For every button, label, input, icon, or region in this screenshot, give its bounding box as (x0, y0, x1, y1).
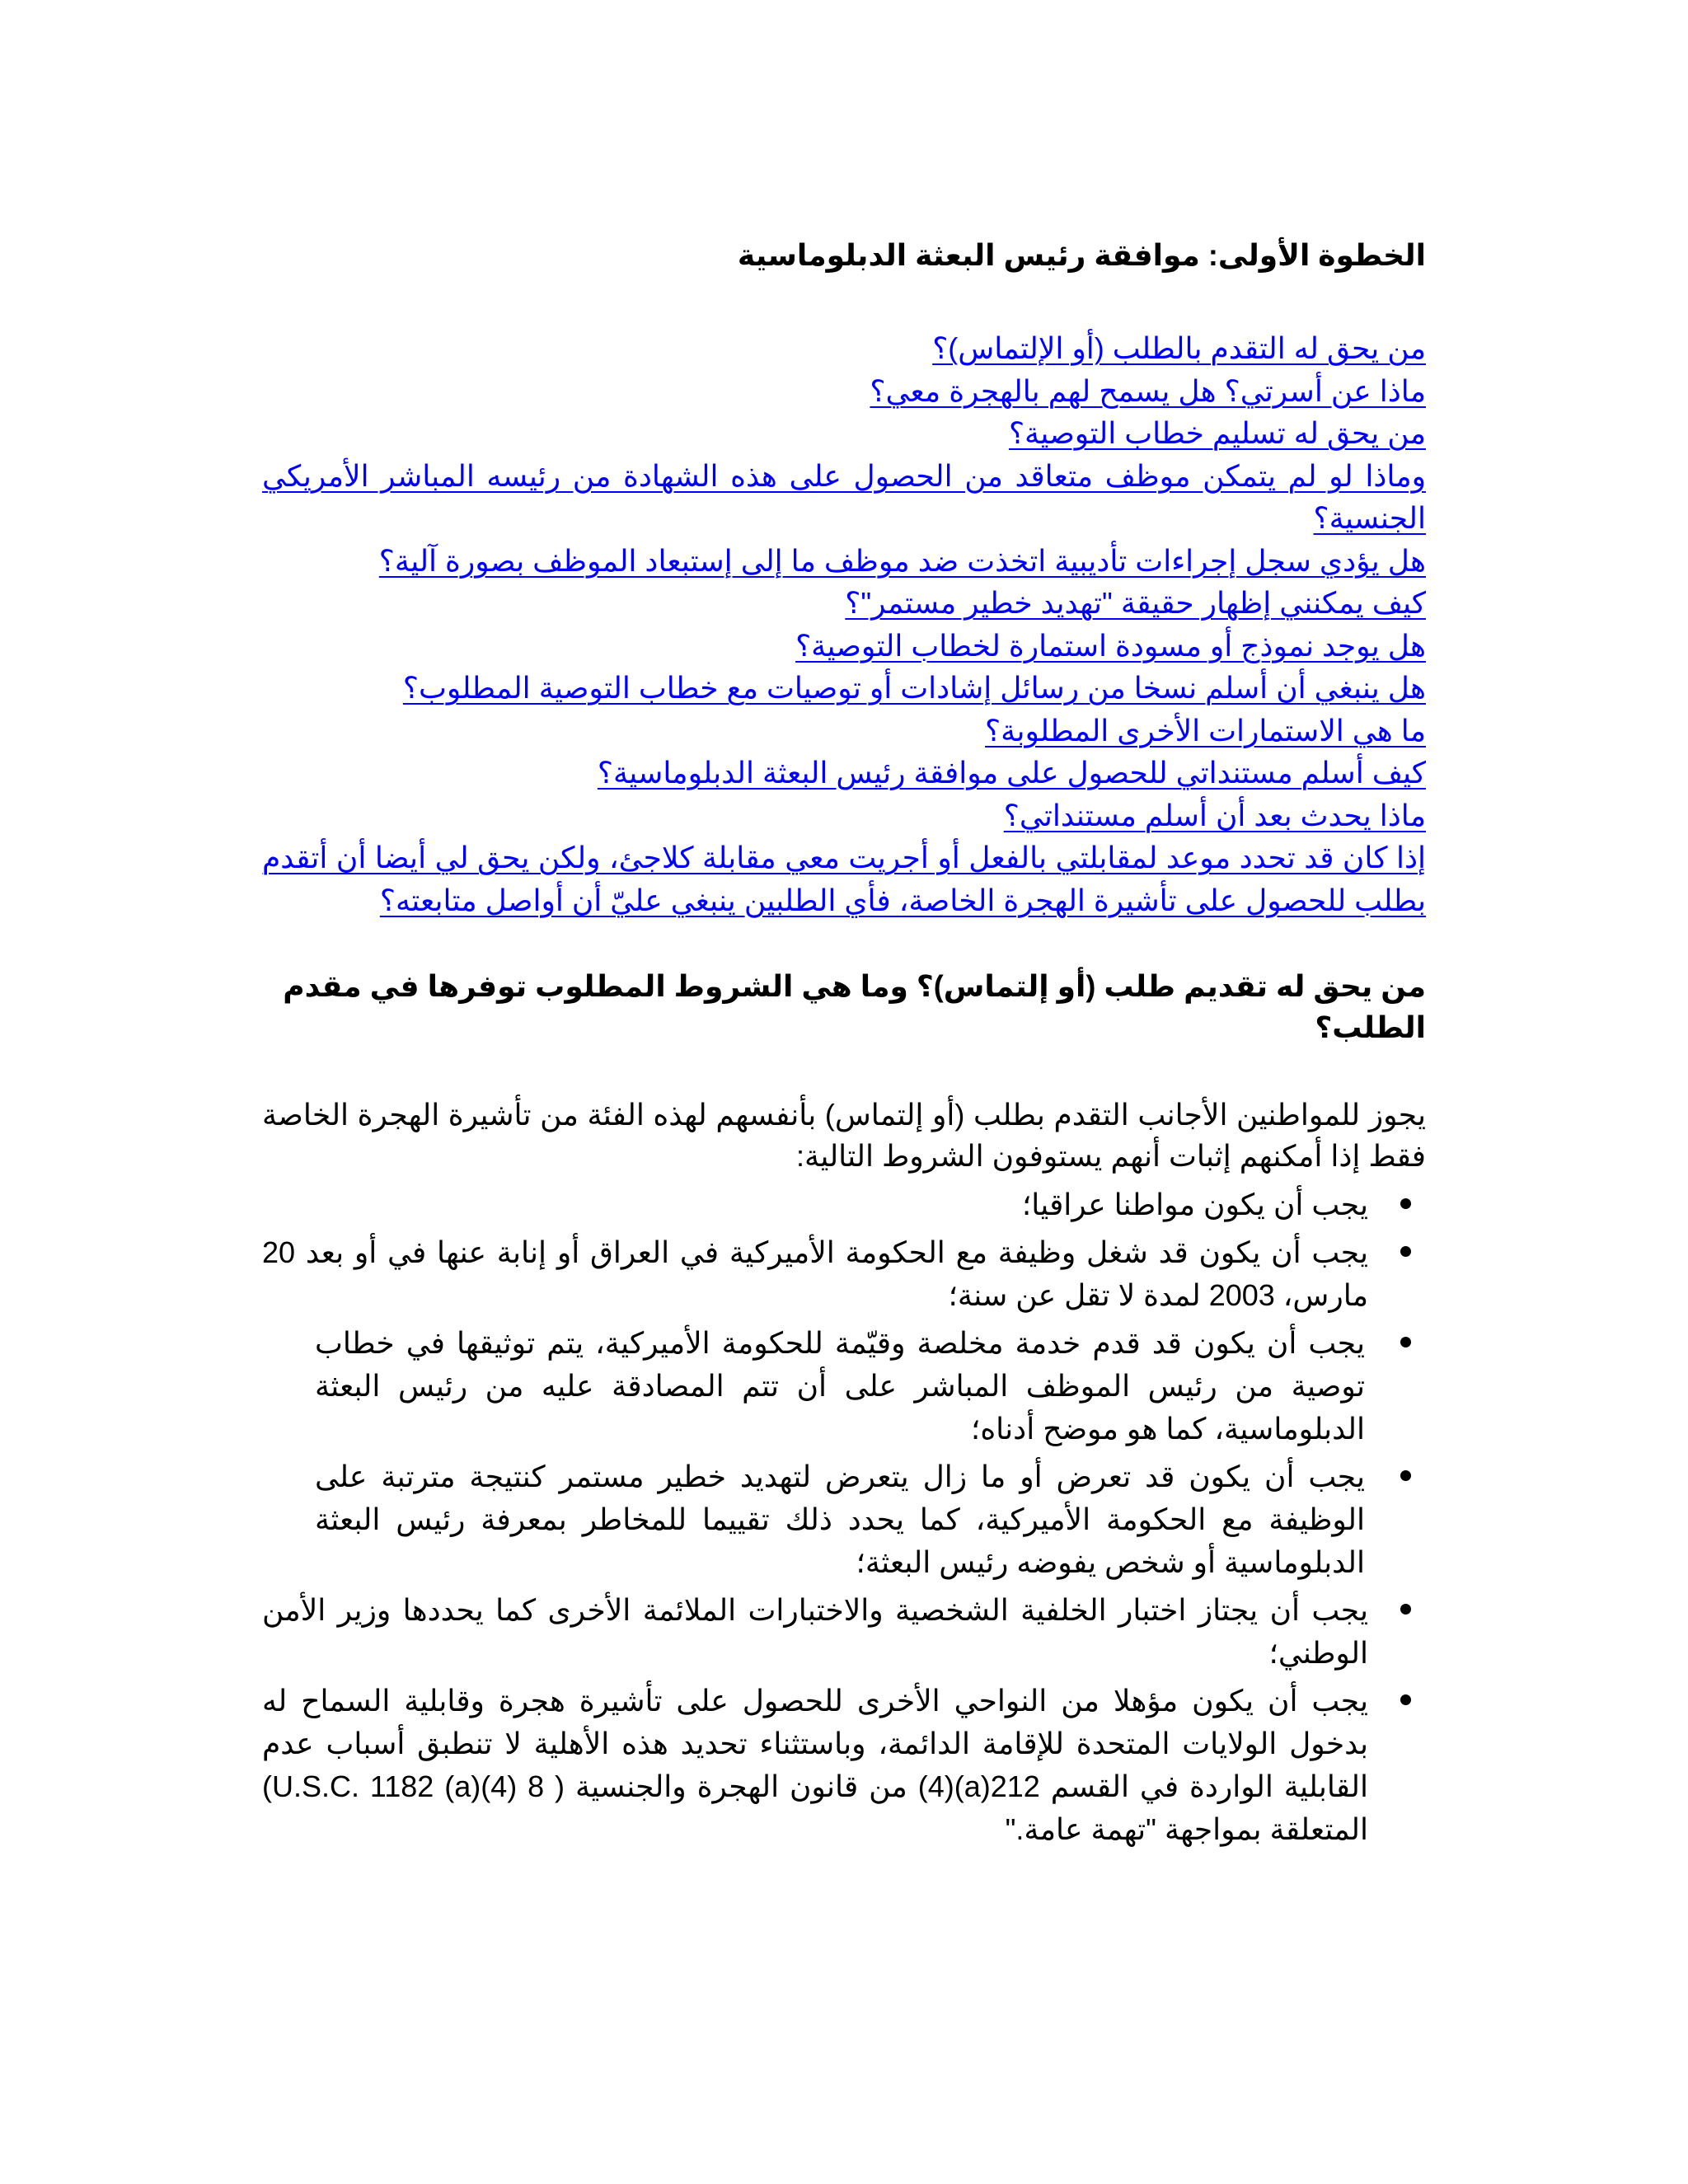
requirements-list (262, 1183, 1426, 1851)
faq-link-item (262, 625, 1426, 668)
step-title: الخطوة الأولى: موافقة رئيس البعثة الدبلوماسية (737, 238, 1426, 272)
bullet-icon (1400, 1694, 1411, 1705)
faq-link[interactable]: هل يوجد نموذج أو مسودة استمارة لخطاب التوصية؟ (795, 628, 1426, 663)
requirement-item (262, 1455, 1426, 1584)
requirement-item (262, 1183, 1426, 1226)
faq-link-item (262, 540, 1426, 583)
faq-link-list (262, 327, 1426, 921)
section-title: من يحق له تقديم طلب (أو إلتماس)؟ وما هي الشروط المطلوب توفرها في مقدم الطلب؟ (283, 969, 1426, 1044)
faq-link-item (262, 667, 1426, 710)
bullet-icon (1400, 1470, 1411, 1481)
faq-link-item (262, 370, 1426, 413)
faq-link[interactable]: من يحق له تسليم خطاب التوصية؟ (1008, 416, 1426, 450)
bullet-icon (1400, 1198, 1411, 1209)
faq-link-item (262, 582, 1426, 625)
requirement-text: يجب أن يكون قد تعرض أو ما زال يتعرض لتهديد خطير مستمر كنتيجة مترتبة على الوظيفة مع الحكومة الأميركية، كما يحدد ذلك تقييما للمخاطر بمعرفة رئيس البعثة الدبلوماسية أو شخص يفوضه رئيس البعثة؛ (315, 1460, 1365, 1579)
requirement-text: يجب أن يكون قد قدم خدمة مخلصة وقيّمة للحكومة الأميركية، يتم توثيقها في خطاب توصية من رئيس الموظف المباشر على أن تتم المصادقة عليه من رئيس البعثة الدبلوماسية، كما هو موضح أدناه؛ (315, 1326, 1365, 1446)
faq-link[interactable]: هل يؤدي سجل إجراءات تأديبية اتخذت ضد موظف ما إلى إستبعاد الموظف بصورة آلية؟ (378, 543, 1426, 578)
requirement-item (262, 1680, 1426, 1851)
faq-link[interactable]: ما هي الاستمارات الأخرى المطلوبة؟ (985, 713, 1426, 748)
faq-link[interactable]: من يحق له التقدم بالطلب (أو الإلتماس)؟ (932, 331, 1426, 365)
faq-link-item (262, 752, 1426, 794)
requirement-item (262, 1231, 1426, 1317)
faq-link[interactable]: هل ينبغي أن أسلم نسخا من رسائل إشادات أو توصيات مع خطاب التوصية المطلوب؟ (402, 671, 1426, 705)
bullet-icon (1400, 1604, 1411, 1615)
faq-link-item (262, 710, 1426, 752)
intro-paragraph: يجوز للمواطنين الأجانب التقدم بطلب (أو إلتماس) بأنفسهم لهذه الفئة من تأشيرة الهجرة الخاصة فقط إذا أمكنهم إثبات أنهم يستوفون الشروط التالية: (262, 1098, 1426, 1173)
requirement-item (262, 1322, 1426, 1451)
faq-link-item (262, 794, 1426, 837)
faq-link[interactable]: كيف يمكنني إظهار حقيقة "تهديد خطير مستمر"؟ (845, 586, 1426, 620)
bullet-icon (1400, 1337, 1411, 1347)
faq-link[interactable]: ماذا عن أسرتي؟ هل يسمح لهم بالهجرة معي؟ (870, 373, 1426, 408)
faq-link[interactable]: ماذا يحدث بعد أن أسلم مستنداتي؟ (1003, 798, 1426, 832)
requirement-text: يجب أن يكون مواطنا عراقيا؛ (1021, 1188, 1368, 1221)
faq-link-item (262, 837, 1426, 921)
faq-link-item (262, 455, 1426, 540)
faq-link[interactable]: كيف أسلم مستنداتي للحصول على موافقة رئيس البعثة الدبلوماسية؟ (597, 756, 1426, 790)
bullet-icon (1400, 1246, 1411, 1257)
requirement-text: يجب أن يجتاز اختبار الخلفية الشخصية والاختبارات الملائمة الأخرى كما يحددها وزير الأمن الوطني؛ (262, 1593, 1368, 1670)
faq-link-item (262, 412, 1426, 455)
requirement-text: يجب أن يكون مؤهلا من النواحي الأخرى للحصول على تأشيرة هجرة وقابلية السماح له بدخول الولايات المتحدة للإقامة الدائمة، وباستثناء تحديد هذه الأهلية لا تنطبق أسباب عدم القابلية الواردة في القسم 212(a)(4) من قانون الهجرة والجنسية ( 8 U.S.C. 1182 (a)(4)) المتعلقة بمواجهة "تهمة عامة." (262, 1684, 1368, 1846)
faq-link[interactable]: وماذا لو لم يتمكن موظف متعاقد من الحصول على هذه الشهادة من رئيسه المباشر الأمريكي الجنسية؟ (262, 458, 1426, 535)
faq-link[interactable]: إذا كان قد تحدد موعد لمقابلتي بالفعل أو أجريت معي مقابلة كلاجئ، ولكن يحق لي أيضا أن أتقدم بطلب للحصول على تأشيرة الهجرة الخاصة، فأي الطلبين ينبغي عليّ أن أواصل متابعته؟ (262, 841, 1426, 917)
faq-link-item (262, 327, 1426, 370)
requirement-item (262, 1589, 1426, 1675)
requirement-text: يجب أن يكون قد شغل وظيفة مع الحكومة الأميركية في العراق أو إنابة عنها في أو بعد 20 مارس، 2003 لمدة لا تقل عن سنة؛ (262, 1235, 1368, 1312)
